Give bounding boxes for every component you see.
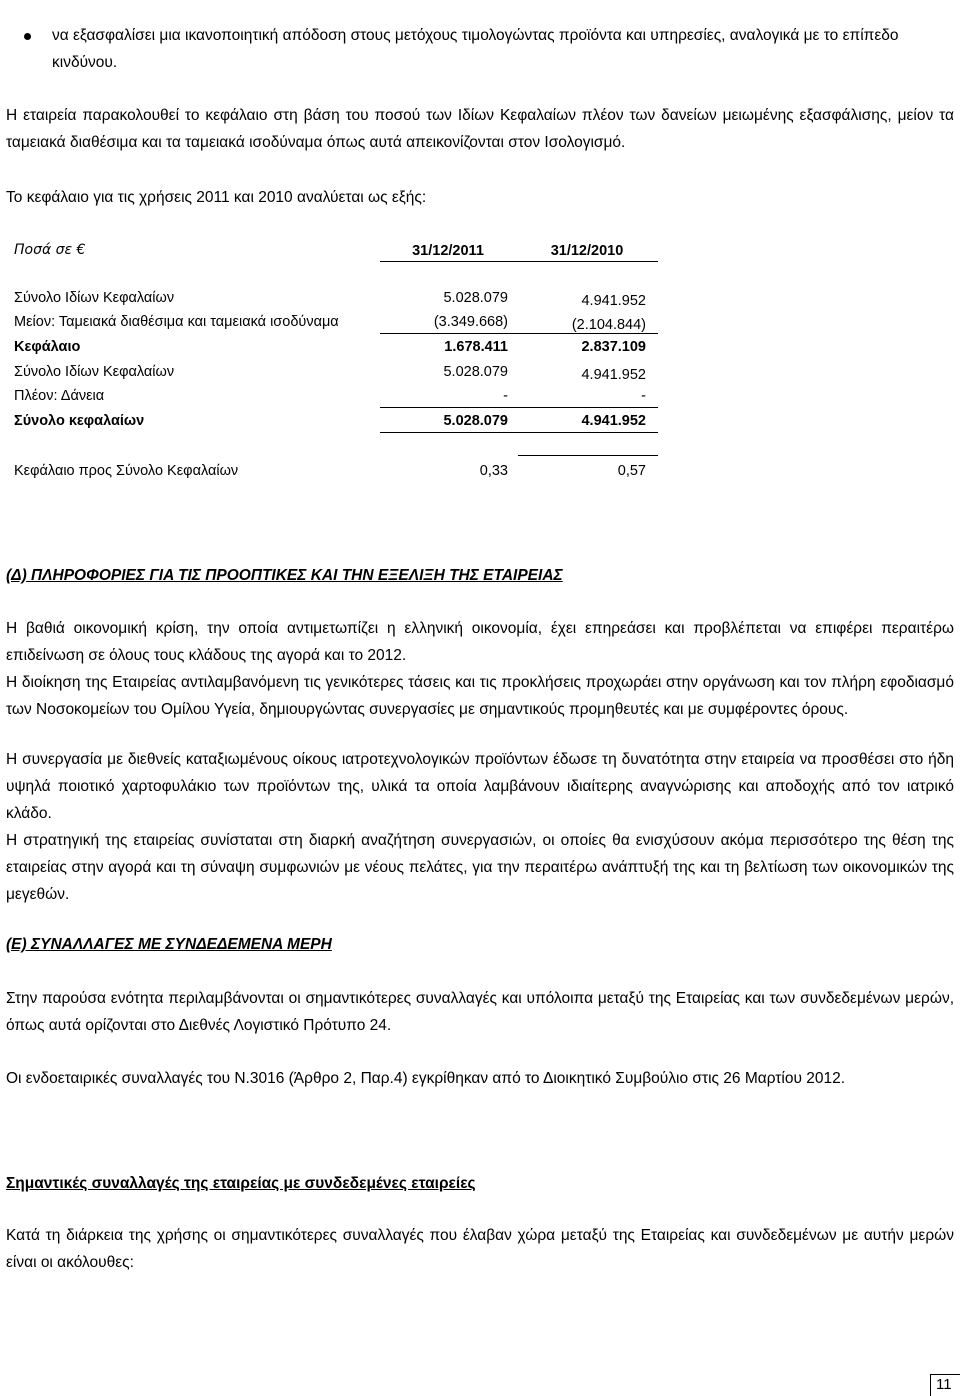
table-cell-2010: 2.837.109 [581, 339, 646, 355]
section-e-subheading: Σημαντικές συναλλαγές της εταιρείας με συνδεδεμένες εταιρείες [6, 1175, 476, 1192]
section-e-paragraph-2: Οι ενδοεταιρικές συναλλαγές του Ν.3016 (Άρθρο 2, Παρ.4) εγκρίθηκαν από το Διοικητικό Συμβούλιο στις 26 Μαρτίου 2012. [6, 1070, 846, 1087]
bullet-text: να εξασφαλίσει μια ικανοποιητική απόδοση στους μετόχους τιμολογώντας προϊόντα και υπηρεσίες, αναλογικά με το επίπεδο κινδύνου. [52, 27, 899, 71]
section-d-paragraph-4: Η στρατηγική της εταιρείας συνίσταται στη διαρκή αναζήτηση συνεργασιών, οι οποίες θα ενισχύσουν ακόμα περισσότερο της θέση της εταιρείας στην αγορά και τη σύναψη συμφωνιών με νέους πελάτες, για την περαιτέρω ανάπτυξή της και τη βελτίωση των οικονομικών της μεγεθών. [6, 832, 954, 903]
header-rule [380, 261, 658, 262]
table-row-label: Κεφάλαιο [14, 339, 81, 355]
table-cell-2011: 5.028.079 [443, 364, 508, 380]
table-cell-2010: (2.104.844) [571, 317, 646, 333]
total-underline [380, 432, 658, 433]
table-row-label: Σύνολο Ιδίων Κεφαλαίων [14, 290, 175, 306]
table-row-label: Πλέον: Δάνεια [14, 388, 105, 404]
table-row-label: Σύνολο κεφαλαίων [14, 413, 145, 429]
section-d-paragraph-2: Η διοίκηση της Εταιρείας αντιλαμβανόμενη τις γενικότερες τάσεις και τις προκλήσεις προχωράει στην οργάνωση και τον πλήρη εφοδιασμό των Νοσοκομείων του Ομίλου Υγεία, δημιουργώντας συνεργασίες με σημαντικούς προμηθευτές και με συμφέροντες όρους. [6, 674, 954, 718]
section-e-heading: (Ε) ΣΥΝΑΛΛΑΓΕΣ ΜΕ ΣΥΝΔΕΔΕΜΕΝΑ ΜΕΡΗ [6, 936, 332, 953]
table-cell-2011: (3.349.668) [433, 314, 508, 330]
section-d-heading: (Δ) ΠΛΗΡΟΦΟΡΙΕΣ ΓΙΑ ΤΙΣ ΠΡΟΟΠΤΙΚΕΣ ΚΑΙ ΤΗΝ ΕΞΕΛΙΞΗ ΤΗΣ ΕΤΑΙΡΕΙΑΣ [6, 567, 563, 584]
section-e-paragraph-3: Κατά τη διάρκεια της χρήσης οι σημαντικότερες συναλλαγές που έλαβαν χώρα μεταξύ της Εταιρείας και συνδεδεμένων με αυτήν μερών είναι οι ακόλουθες: [6, 1227, 954, 1271]
ratio-label: Κεφάλαιο προς Σύνολο Κεφαλαίων [14, 463, 239, 479]
column-header-2011: 31/12/2011 [412, 243, 484, 259]
ratio-2010: 0,57 [617, 463, 646, 479]
bullet-dot-icon [24, 33, 31, 40]
total-rule [380, 407, 658, 408]
paragraph-capital: Η εταιρεία παρακολουθεί το κεφάλαιο στη βάση του ποσού των Ιδίων Κεφαλαίων πλέον των δανείων μειωμένης εξασφάλισης, μείον τα ταμειακά διαθέσιμα και τα ταμειακά ισοδύναμα όπως αυτά απεικονίζονται στον Ισολογισμό. [6, 107, 954, 151]
table-row-label: Μείον: Ταμειακά διαθέσιμα και ταμειακά ισοδύναμα [14, 314, 339, 330]
subtotal-rule [380, 333, 658, 334]
column-header-2010: 31/12/2010 [550, 243, 624, 259]
section-d-paragraph-1: Η βαθιά οικονομική κρίση, την οποία αντιμετωπίζει η ελληνική οικονομία, έχει επηρεάσει και προβλέπεται να επιφέρει περαιτέρω επιδείνωση σε όλους τους κλάδους της αγορά και το 2012. [6, 620, 954, 664]
ratio-rule [518, 455, 658, 456]
table-row-label: Σύνολο Ιδίων Κεφαλαίων [14, 364, 175, 380]
section-e-paragraph-1: Στην παρούσα ενότητα περιλαμβάνονται οι σημαντικότερες συναλλαγές και υπόλοιπα μεταξύ της Εταιρείας και των συνδεδεμένων μερών, όπως αυτά ορίζονται στο Διεθνές Λογιστικό Πρότυπο 24. [6, 990, 954, 1034]
page-number: 11 [936, 1376, 952, 1393]
table-cell-2011: - [503, 388, 508, 404]
currency-label: Ποσά σε € [14, 242, 86, 258]
paragraph-analysis: Το κεφάλαιο για τις χρήσεις 2011 και 2010 αναλύεται ως εξής: [6, 189, 427, 206]
table-cell-2010: 4.941.952 [581, 367, 646, 383]
table-cell-2010: 4.941.952 [581, 413, 646, 429]
table-cell-2010: 4.941.952 [581, 293, 646, 309]
section-d-paragraph-3: Η συνεργασία με διεθνείς καταξιωμένους οίκους ιατροτεχνολογικών προϊόντων έδωσε τη δυνατότητα στην εταιρεία να προσθέσει στο ήδη υψηλά ποιοτικό χαρτοφυλάκιο των προϊόντων της, υλικά τα οποία λαμβάνουν ιδιαίτερης αναγνώρισης και αποδοχής από τον ιατρικό κλάδο. [6, 751, 954, 822]
table-cell-2011: 5.028.079 [443, 290, 508, 306]
bullet-item [24, 22, 956, 76]
table-cell-2011: 1.678.411 [444, 339, 508, 355]
ratio-2011: 0,33 [479, 463, 508, 479]
table-cell-2011: 5.028.079 [443, 413, 508, 429]
table-cell-2010: - [641, 388, 646, 404]
